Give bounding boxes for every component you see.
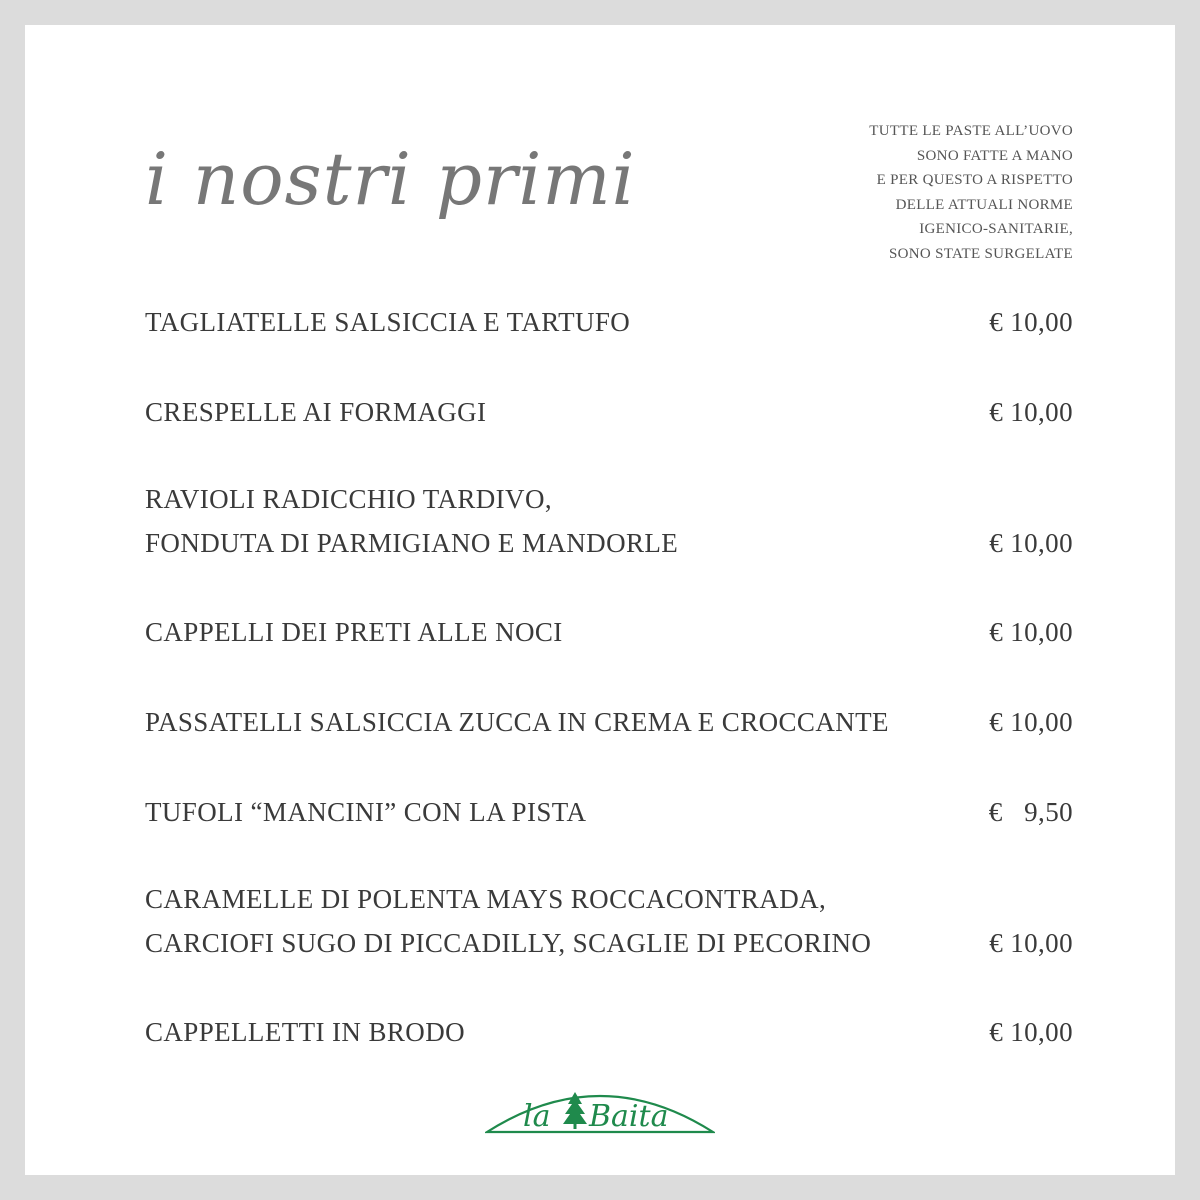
menu-item-name — [145, 877, 1073, 965]
note-line: SONO FATTE A MANO — [916, 147, 1073, 164]
note-line: SONO STATE SURGELATE — [889, 245, 1073, 262]
menu-item-price: € 9,50 — [988, 797, 1073, 827]
menu-item-name — [145, 1010, 1073, 1054]
menu-item-crespelle — [145, 390, 1073, 434]
menu-item-ravioli — [145, 477, 1073, 565]
menu-item-price: € 10,00 — [989, 307, 1073, 337]
page-title: i nostri primi — [145, 137, 636, 221]
menu-item-cappelletti — [145, 1010, 1073, 1054]
menu-item-name-line: PASSATELLI SALSICCIA ZUCCA IN CREMA E CROCCANTE — [145, 707, 889, 737]
note-line: DELLE ATTUALI NORME — [895, 196, 1073, 213]
menu-item-name-line: RAVIOLI RADICCHIO TARDIVO, — [145, 484, 552, 514]
menu-item-name-line: CRESPELLE AI FORMAGGI — [145, 397, 487, 427]
menu-item-price: € 10,00 — [989, 928, 1073, 958]
note-line: IGENICO-SANITARIE, — [919, 221, 1073, 237]
la-baita-logo — [485, 1078, 715, 1138]
note-line: E PER QUESTO A RISPETTO — [876, 172, 1073, 188]
menu-item-caramelle — [145, 877, 1073, 965]
menu-item-name-line: CARCIOFI SUGO DI PICCADILLY, SCAGLIE DI PECORINO — [145, 928, 872, 958]
menu-item-name-line: TUFOLI “MANCINI” CON LA PISTA — [145, 797, 587, 827]
menu-item-passatelli — [145, 700, 1073, 744]
menu-item-name — [145, 300, 1073, 344]
menu-item-price: € 10,00 — [989, 397, 1073, 427]
menu-item-price: € 10,00 — [989, 1017, 1073, 1047]
menu-card — [25, 25, 1175, 1175]
menu-item-name — [145, 610, 1073, 654]
menu-item-price: € 10,00 — [989, 707, 1073, 737]
menu-item-name — [145, 477, 1073, 565]
menu-item-cappelli-dei-preti — [145, 610, 1073, 654]
menu-item-tagliatelle — [145, 300, 1073, 344]
menu-item-name-line: CAPPELLETTI IN BRODO — [145, 1017, 465, 1047]
menu-item-name-line: FONDUTA DI PARMIGIANO E MANDORLE — [145, 528, 679, 558]
logo-text-left: la — [523, 1099, 551, 1134]
menu-item-name-line: TAGLIATELLE SALSICCIA E TARTUFO — [145, 307, 631, 337]
note-line: TUTTE LE PASTE ALL’UOVO — [869, 123, 1073, 139]
menu-item-tufoli — [145, 790, 1073, 834]
logo-text-right: Baita — [589, 1099, 669, 1134]
menu-item-price: € 10,00 — [989, 528, 1073, 558]
menu-item-name-line: CAPPELLI DEI PRETI ALLE NOCI — [145, 617, 563, 647]
menu-item-name — [145, 390, 1073, 434]
menu-item-name — [145, 700, 1073, 744]
menu-item-price: € 10,00 — [989, 617, 1073, 647]
menu-item-name-line: CARAMELLE DI POLENTA MAYS ROCCACONTRADA, — [145, 884, 827, 914]
menu-item-name — [145, 790, 1073, 834]
fresh-pasta-note — [713, 119, 1073, 266]
